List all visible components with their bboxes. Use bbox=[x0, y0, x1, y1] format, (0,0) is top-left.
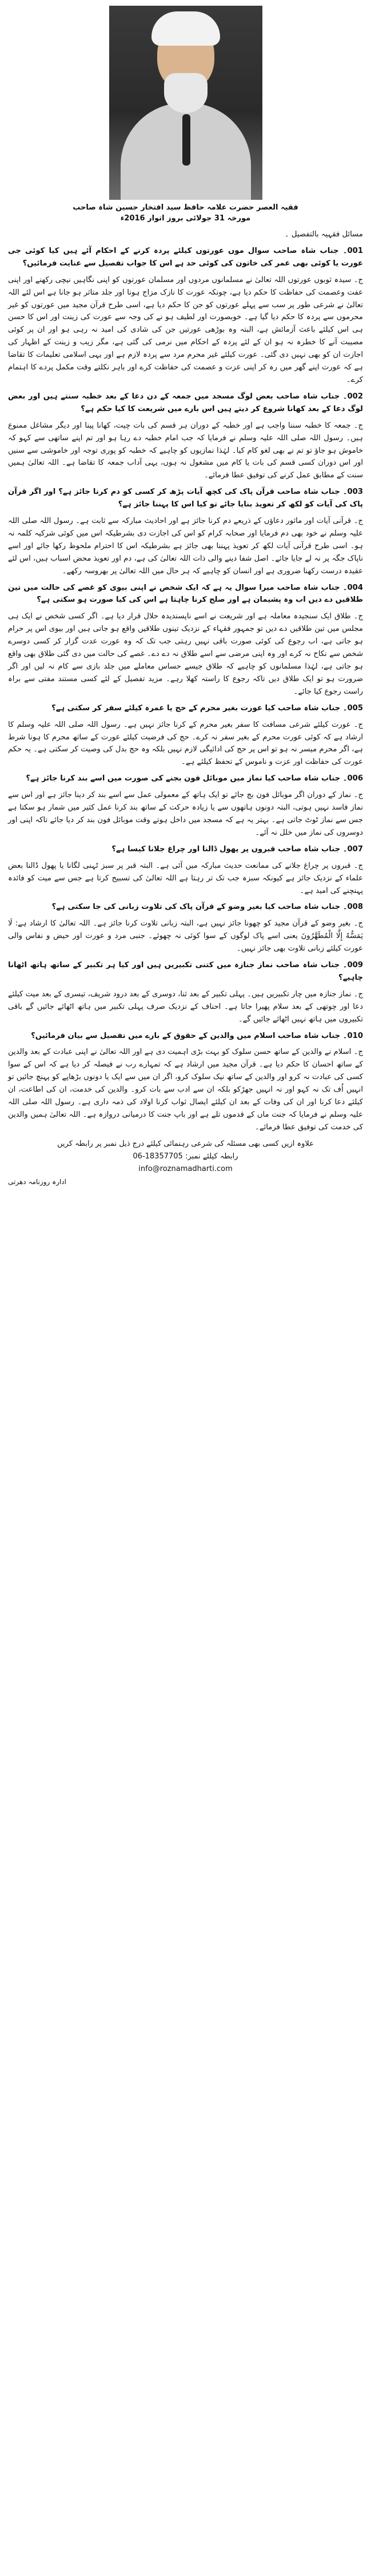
footer bbox=[8, 1138, 363, 1176]
footer-contact bbox=[8, 1150, 363, 1163]
phone-number: 06-18357705 bbox=[133, 1152, 183, 1161]
intro: مسائل فقہیہ بالتفصیل ۔ bbox=[285, 230, 363, 239]
question-5: 005۔ جناب شاہ صاحب کیا عورت بغیر محرم کے حج یا عمرہ کیلئے سفر کر سکتی ہے؟ bbox=[51, 703, 363, 713]
question-9: 009۔ جناب شاہ صاحب نماز جنازہ میں کتنی تکبیریں ہیں اور کیا ہر تکبیر کے ساتھ ہاتھ اٹھانا چاہیے؟ bbox=[8, 961, 363, 982]
question-7: 007۔ جناب شاہ صاحب قبروں پر پھول ڈالنا اور چراغ جلانا کیسا ہے؟ bbox=[111, 844, 363, 854]
question-4: 004۔ جناب شاہ صاحب میرا سوال یہ ہے کہ ایک شخص نے اپنی بیوی کو غصے کی حالت میں تین طلاقیں دے دیں اب وہ پشیمان ہے اور صلح کرنا چاہتا ہے اس کی کیا صورت ہو سکتی ہے؟ bbox=[8, 583, 363, 605]
question-1: 001۔ جناب شاہ صاحب سوال موں عورتوں کیلئے پردہ کرنے کے احکام آئے ہیں کیا کوئی جی عورت یا کوئی بھی عمر کی خاتون کی کوئی حد ہے اس کا جواب تفصیل سے عنایت فرمائیں؟ bbox=[8, 246, 363, 268]
answer-3: ج۔ قرآنی آیات اور ماثور دعاؤں کے ذریعے دم کرنا جائز ہے اور احادیث مبارکہ سے ثابت ہے۔ رسول اللہ صلی اللہ علیہ وسلم نے خود بھی دم فرمایا اور صحابہ کرام کو اس کی اجازت دی بشرطیکہ اس میں کوئی شرکیہ کلمہ نہ ہو۔ اسی طرح قرآنی آیات لکھ کر تعویذ پہننا بھی جائز ہے بشرطیکہ اس کا احترام ملحوظ رکھا جائے اور اسے ناپاک جگہ پر نہ لے جایا جائے۔ اصل شفا دینے والی ذات اللہ تعالیٰ کی ہے، دم اور تعویذ محض اسباب ہیں، اس لئے عقیدہ درست رکھنا ضروری ہے اور انسان کو چاہیے کہ ہر حال میں اللہ تعالیٰ پر بھروسہ رکھے۔ bbox=[8, 517, 363, 575]
answer-2: ج۔ جمعہ کا خطبہ سننا واجب ہے اور خطبہ کے دوران ہر قسم کی بات چیت، کھانا پینا اور دیگر مشاغل ممنوع ہیں۔ رسول اللہ صلی اللہ علیہ وسلم نے فرمایا کہ جب امام خطبہ دے رہا ہو اور تم اپنے ساتھی سے کہو کہ خاموش ہو جاؤ تو تم نے بھی لغو کام کیا۔ لہٰذا نمازیوں کو چاہیے کہ خطبہ کو پوری توجہ اور خاموشی سے سنیں اور اس دوران کسی قسم کی بات یا کام میں مشغول نہ ہوں، یہی آداب جمعہ کا تقاضا ہے۔ اللہ تعالیٰ ہمیں سنت کے مطابق عمل کرنے کی توفیق عطا فرمائے۔ bbox=[8, 421, 363, 480]
answer-1: ج۔ سیدہ ثوبوں عورتوں اللہ تعالیٰ نے مسلمانوں مردوں اور مسلمان عورتوں کو اپنی نگاہیں نیچی رکھنے اور اپنی عفت وعصمت کی حفاظت کا حکم دیا ہے، چونکہ عورت کا نازک مزاج ہونا اور جلد متاثر ہو جانا ہے اس لئے اللہ تعالیٰ نے شرعی طور پر سب سے پہلے عورتوں کو جن کا حکم دیا ہے، اسی طرح قرآن مجید میں عورتوں کو غیر محرموں سے پردہ کا حکم دیا گیا ہے۔ خوبصورت اور لطیف ہو نے کی وجہ سے عورت کی زینت اور اس کا حسن ہی اس کیلئے باعث آزمائش ہے، البتہ وہ بوڑھی عورتیں جن کی شادی کی امید نہ رہی ہو اور ان پر کوئی مصیبت آنے کا خطرہ نہ ہو ان کے لئے پردہ کے احکام میں نرمی کی گئی ہے، مگر زیب و زینت کے اظہار کی اجازت ان کو بھی نہیں دی گئی۔ عورت کیلئے غیر محرم مرد سے پردہ لازم ہے اور یہی اسلامی تعلیمات کا تقاضا ہے کہ عورت اپنے گھر میں رہ کر اپنی عزت و عصمت کی حفاظت کرے اور باہر نکلتے وقت مکمل پردے کا اہتمام کرے۔ bbox=[8, 275, 363, 384]
answer-7: ج۔ قبروں پر چراغ جلانے کی ممانعت حدیث مبارکہ میں آئی ہے۔ البتہ قبر پر سبز ٹہنی لگانا یا پھول ڈالنا بعض علماء کے نزدیک جائز ہے کیونکہ سبزہ جب تک تر رہتا ہے اللہ تعالیٰ کی تسبیح کرتا ہے جس سے میت کو فائدہ پہنچنے کی امید ہے۔ bbox=[8, 861, 363, 895]
photo-caption: فقیہ العصر حضرت علامہ حافظ سید افتخار حسین شاہ صاحب bbox=[73, 203, 298, 212]
question-3: 003۔ جناب شاہ صاحب قرآن پاک کی کچھ آیات پڑھ کر کسی کو دم کرنا جائز ہے؟ اور اگر قرآن پاک کی آیات کو لکھ کر تعویذ بنایا جائے تو کیا اس کا پہننا جائز ہے؟ bbox=[8, 488, 363, 509]
question-10: 010۔ جناب شاہ صاحب اسلام میں والدین کے حقوق کے بارے میں تفصیل سے بیان فرمائیں؟ bbox=[31, 1031, 363, 1040]
contact-label: رابطہ کیلئے نمبر: bbox=[185, 1152, 238, 1161]
answer-6: ج۔ نماز کے دوران اگر موبائل فون بج جائے تو ایک ہاتھ کے معمولی عمل سے اسے بند کر دینا جائز ہے اور اس سے نماز فاسد نہیں ہوتی، البتہ دونوں ہاتھوں سے یا زیادہ حرکت کے ساتھ بند کرنا عمل کثیر میں شمار ہو سکتا ہے جس سے نماز ٹوٹ جاتی ہے۔ بہتر یہ ہے کہ مسجد میں داخل ہوتے وقت موبائل فون بند کر دیا جائے تاکہ اپنی اور دوسروں کی نماز میں خلل نہ آئے۔ bbox=[8, 791, 363, 837]
question-8: 008۔ جناب شاہ صاحب کیا بغیر وضو کے قرآن پاک کی تلاوت زبانی کی جا سکتی ہے؟ bbox=[51, 903, 363, 912]
answer-10: ج۔ اسلام نے والدین کے ساتھ حسن سلوک کو بہت بڑی اہمیت دی ہے اور اللہ تعالیٰ نے اپنی عبادت کے بعد والدین کے ساتھ احسان کا حکم دیا ہے۔ قرآن مجید میں ارشاد ہے کہ تمہارے رب نے فیصلہ کر دیا ہے کہ اس کے سوا کسی کی عبادت نہ کرو اور والدین کے ساتھ نیک سلوک کرو، اگر ان میں سے ایک یا دونوں بڑھاپے کو پہنچ جائیں تو انہیں اُف تک نہ کہو اور نہ انہیں جھڑکو بلکہ ان سے ادب سے بات کرو۔ والدین کی خدمت، ان کی اطاعت، ان کیلئے دعا کرنا اور ان کی وفات کے بعد ان کیلئے ایصال ثواب کرنا اولاد کی ذمہ داری ہے۔ رسول اللہ صلی اللہ علیہ وسلم نے فرمایا کہ جنت ماں کے قدموں تلے ہے اور باپ جنت کا درمیانی دروازہ ہے۔ اللہ تعالیٰ ہمیں والدین کی خدمت کی توفیق عطا فرمائے۔ bbox=[8, 1048, 363, 1132]
date-line: مورخہ 31 جولائی بروز اتوار 2016ء bbox=[120, 214, 251, 223]
email-link[interactable]: info@roznamadharti.com bbox=[138, 1164, 233, 1173]
footer-note: علاوہ ازیں کسی بھی مسئلہ کی شرعی رہنمائی کیلئے درج ذیل نمبر پر رابطہ کریں bbox=[57, 1139, 314, 1148]
question-2: 002۔ جناب شاہ صاحب بعض لوگ مسجد میں جمعہ کے دن دعا کے بعد خطبہ سنتے ہیں اور بعض لوگ دعا کے بعد کھانا شروع کر دیتے ہیں اس بارے میں شریعت کا کیا حکم ہے؟ bbox=[8, 392, 363, 413]
footer-credit: ادارہ روزنامہ دھرتی bbox=[8, 1177, 66, 1186]
question-6: 006۔ جناب شاہ صاحب کیا نماز میں موبائل فون بجنے کی صورت میں اسے بند کرنا جائز ہے؟ bbox=[26, 774, 363, 783]
answer-5: ج۔ عورت کیلئے شرعی مسافت کا سفر بغیر محرم کے کرنا جائز نہیں ہے۔ رسول اللہ صلی اللہ علیہ وسلم کا ارشاد ہے کہ کوئی عورت محرم کے بغیر سفر نہ کرے۔ حج کی فرضیت کیلئے عورت کے ساتھ محرم کا ہونا شرط ہے، اگر محرم میسر نہ ہو تو اس پر حج کی ادائیگی لازم نہیں بلکہ وہ حج بدل کی وصیت کر سکتی ہے۔ یہ حکم عورت کی حفاظت اور عزت و ناموس کے تحفظ کیلئے ہے۔ bbox=[8, 720, 363, 767]
answer-4: ج۔ طلاق ایک سنجیدہ معاملہ ہے اور شریعت نے اسے ناپسندیدہ حلال قرار دیا ہے۔ اگر کسی شخص نے ایک ہی مجلس میں تین طلاقیں دے دیں تو جمہور فقہاء کے نزدیک تینوں طلاقیں واقع ہو جاتی ہیں اور بیوی اس پر حرام ہو جاتی ہے، اب رجوع کی کوئی صورت باقی نہیں رہتی جب تک کہ وہ عورت عدت گزار کر کسی دوسرے شخص سے نکاح نہ کرے اور وہ اپنی مرضی سے اسے طلاق نہ دے دے۔ غصے کی حالت میں دی گئی طلاق بھی واقع ہو جاتی ہے، لہٰذا مسلمانوں کو چاہیے کہ طلاق جیسے حساس معاملے میں جلد بازی سے کام نہ لیں اور اگر ضرورت ہو تو ایک طلاق دیں تاکہ رجوع کا راستہ کھلا رہے۔ مزید تفصیل کے لئے کسی مستند مفتی سے براہ راست رجوع کیا جائے۔ bbox=[8, 612, 363, 696]
answer-9: ج۔ نماز جنازہ میں چار تکبیریں ہیں۔ پہلی تکبیر کے بعد ثنا، دوسری کے بعد درود شریف، تیسری کے بعد میت کیلئے دعا اور چوتھی کے بعد سلام پھیرا جاتا ہے۔ احناف کے نزدیک صرف پہلی تکبیر میں ہاتھ اٹھائے جائیں گے باقی تکبیروں میں ہاتھ نہیں اٹھائے جائیں گے۔ bbox=[8, 989, 363, 1024]
article-body bbox=[8, 228, 363, 1134]
qa-list bbox=[8, 245, 363, 1134]
answer-8: ج۔ بغیر وضو کے قرآن مجید کو چھونا جائز نہیں ہے، البتہ زبانی تلاوت کرنا جائز ہے۔ اللہ تعالیٰ کا ارشاد ہے: لَا يَمَسُّهُ إِلَّا الْمُطَهَّرُونَ یعنی اسے پاک لوگوں کے سوا کوئی نہ چھوئے۔ جنبی مرد و عورت اور حیض و نفاس والی عورت کیلئے زبانی تلاوت بھی جائز نہیں۔ bbox=[8, 919, 363, 953]
header bbox=[109, 6, 262, 200]
scholar-photo bbox=[109, 6, 262, 200]
